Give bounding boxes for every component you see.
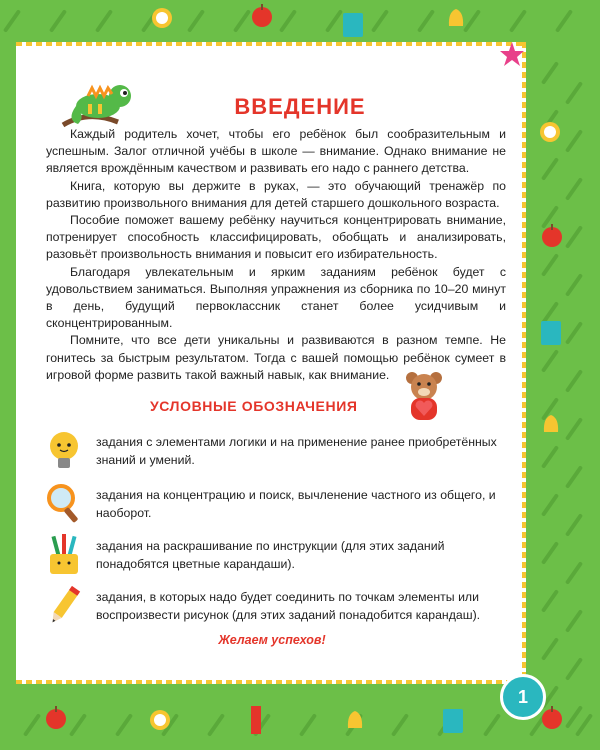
bear-icon: [402, 370, 446, 422]
intro-text: [46, 126, 506, 384]
stripe-decoration: [565, 561, 583, 585]
stripe-decoration: [565, 177, 583, 201]
stripe-decoration: [279, 9, 297, 33]
stripe-decoration: [541, 541, 559, 565]
stripe-decoration: [541, 493, 559, 517]
legend-item: [46, 534, 506, 576]
dotted-border-bottom: [16, 680, 526, 684]
closing-text: Желаем успехов!: [218, 633, 326, 647]
page-title: ВВЕДЕНИЕ: [234, 94, 366, 119]
stripe-decoration: [299, 713, 317, 737]
notebook-icon: [440, 706, 466, 736]
alarm-clock-icon: [148, 706, 172, 732]
stripe-decoration: [565, 657, 583, 681]
stripe-decoration: [509, 9, 527, 33]
stripe-decoration: [391, 713, 409, 737]
legend-item: [46, 585, 506, 627]
legend-item: [46, 430, 506, 472]
stripe-decoration: [69, 713, 87, 737]
magnifier-icon: [46, 483, 82, 525]
alarm-clock-icon: [150, 4, 174, 30]
stripe-decoration: [49, 9, 67, 33]
pencil-cup-icon: [46, 534, 82, 576]
stripe-decoration: [555, 9, 573, 33]
stripe-decoration: [565, 417, 583, 441]
stripe-decoration: [417, 9, 435, 33]
stripe-decoration: [371, 9, 389, 33]
stripe-decoration: [575, 713, 593, 737]
notebook-icon: [340, 10, 366, 40]
stripe-decoration: [541, 61, 559, 85]
apple-icon: [250, 2, 274, 28]
lightbulb-icon: [46, 430, 82, 472]
pencil-icon: [46, 585, 82, 627]
dotted-border-top: [16, 42, 526, 46]
stripe-decoration: [565, 513, 583, 537]
legend-item: [46, 483, 506, 525]
bell-icon: [445, 6, 467, 32]
legend-item-text: задания на раскрашивание по инструкции (для этих заданий понадобятся цветные карандаши).: [96, 539, 445, 571]
stripe-decoration: [187, 9, 205, 33]
intro-paragraph: Пособие поможет вашему ребёнку научиться концентрировать внимание, потренирует способность классифицировать, обобщать и анализировать, разовьёт произвольность внимания и повысит его избирательность.: [46, 213, 506, 262]
dotted-border-right: [522, 42, 526, 682]
stripe-decoration: [3, 9, 21, 33]
intro-paragraph: Каждый родитель хочет, чтобы его ребёнок был сообразительным и успешным. Залог отличной учёбы в школе — внимание. Однако внимание не является врождённым качеством и развивать его надо с раннего детства.: [46, 127, 506, 176]
apple-icon: [44, 704, 68, 730]
page-number-badge: 1: [500, 674, 546, 720]
apple-icon: [540, 222, 564, 248]
alarm-clock-icon: [538, 118, 562, 144]
legend-item-text: задания с элементами логики и на применение ранее приобретённых знаний и умений.: [96, 435, 497, 467]
stripe-decoration: [95, 9, 113, 33]
stripe-decoration: [565, 465, 583, 489]
stripe-decoration: [207, 713, 225, 737]
intro-paragraph: Благодаря увлекательным и ярким заданиям ребёнок будет с удовольствием заниматься. Выполняя упражнения из сборника по 10–20 минут в день, будущий первоклассник станет более усидчивым и сконцентрированным.: [46, 264, 506, 331]
intro-paragraph: Книга, которую вы держите в руках, — это обучающий тренажёр по развитию произвольного внимания для детей старшего дошкольного возраста.: [46, 178, 506, 210]
stripe-decoration: [541, 157, 559, 181]
stripe-decoration: [565, 129, 583, 153]
legend-item-text: задания, в которых надо будет соединить по точкам элементы или воспроизвести рисунок (для этих заданий понадобится карандаш).: [96, 590, 481, 622]
pencil-icon: [246, 700, 266, 740]
bell-icon: [344, 708, 366, 734]
bell-icon: [540, 412, 562, 438]
stripe-decoration: [565, 225, 583, 249]
stripe-decoration: [565, 321, 583, 345]
intro-paragraph: Помните, что все дети уникальны и развиваются в разном темпе. Не гонитесь за быстрым результатом. Тогда с вашей помощью ребёнок сумеет в игровой форме развить такой важный навык, как внимание.: [46, 333, 506, 382]
apple-icon: [540, 704, 564, 730]
stripe-decoration: [23, 713, 41, 737]
legend-title: УСЛОВНЫЕ ОБОЗНАЧЕНИЯ: [150, 398, 358, 414]
stripe-decoration: [115, 713, 133, 737]
notebook-icon: [538, 318, 564, 348]
stripe-decoration: [541, 589, 559, 613]
stripe-decoration: [541, 445, 559, 469]
stripe-decoration: [541, 349, 559, 373]
stripe-decoration: [233, 9, 251, 33]
stripe-decoration: [565, 273, 583, 297]
stripe-decoration: [483, 713, 501, 737]
stripe-decoration: [565, 609, 583, 633]
legend-item-text: задания на концентрацию и поиск, вычленение частного из общего, и наоборот.: [96, 488, 496, 520]
star-icon: [498, 40, 526, 68]
stripe-decoration: [541, 253, 559, 277]
stripe-decoration: [565, 369, 583, 393]
